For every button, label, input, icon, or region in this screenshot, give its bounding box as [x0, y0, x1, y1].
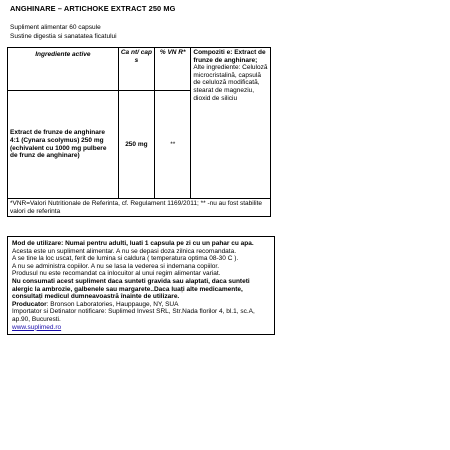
storage-info: A se tine la loc uscat, ferit de lumina si caldura ( temperatura optima 08-30 C ). [12, 255, 239, 263]
ingredients-table [7, 47, 271, 217]
ingredient-cell: Extract de frunze de anghinare 4:1 (Cynara scolymus) 250 mg (echivalent cu 1000 mg pulbere de frunz de anghinare) [8, 91, 119, 199]
pregnancy-warning: Nu consumati acest supliment daca sunteti gravida sau alaptati, daca sunteti alergic la ambrozie, galbenele sau margarete..Daca luați alte medicamente, consultați medicul dumneavoastră înainte de utilizare. [12, 277, 250, 301]
composition-cell [191, 48, 271, 199]
composition-heading: Compoziti e: Extract de frunze de anghinare; [193, 49, 266, 64]
product-title: ANGHINARE – ARTICHOKE EXTRACT 250 MG [10, 4, 176, 13]
product-claim: Sustine digestia si sanatatea ficatului [10, 33, 117, 40]
producer-label: Producator [12, 300, 47, 308]
header-ingredients: Ingrediente active [8, 48, 119, 91]
children-warning: A nu se administra copiilor. A nu se lasa la vederea si indemana copiilor. [12, 262, 220, 270]
diet-note: Produsul nu este recomandat ca inlocuitor al unui regim alimentar variat. [12, 270, 221, 278]
table-footnote: *VNR=Valori Nutritionale de Referinta, cf. Regulament 1169/2011; ** -nu au fost stabilite valori de referinta [8, 199, 271, 217]
usage-info-box [7, 236, 275, 335]
usage-label: Mod de utilizare [12, 240, 62, 247]
importer-info: Importator si Detinator notificare: Suplimed Invest SRL, Str.Nada florilor 4, bl.1, sc.A, ap.90, Bucuresti. [12, 308, 255, 323]
product-subtitle: Supliment alimentar 60 capsule [10, 24, 101, 31]
usage-instructions [12, 240, 270, 248]
warning-daily-dose: Acesta este un supliment alimentar. A nu se depasi doza zilnica recomandata. [12, 247, 237, 255]
producer-info [12, 301, 270, 309]
other-ingredients: Alte ingrediente: Celuloză microcristalină, capsulă de celuloză modificată, stearat de magneziu, dioxid de siliciu [193, 64, 268, 102]
header-vnr: % VN R* [155, 48, 191, 91]
quantity-cell: 250 mg [118, 91, 154, 199]
vnr-cell: ** [155, 91, 191, 199]
header-quantity: Ca nt/ cap s [118, 48, 154, 91]
table-header-row [8, 48, 271, 91]
usage-text: : Numai pentru adulti, luati 1 capsula pe zi cu un pahar cu apa. [61, 240, 254, 247]
website-link[interactable]: www.suplimed.ro [12, 323, 62, 331]
footnote-row [8, 199, 271, 217]
producer-text: : Bronson Laboratories, Hauppauge, NY, SUA [46, 300, 179, 308]
